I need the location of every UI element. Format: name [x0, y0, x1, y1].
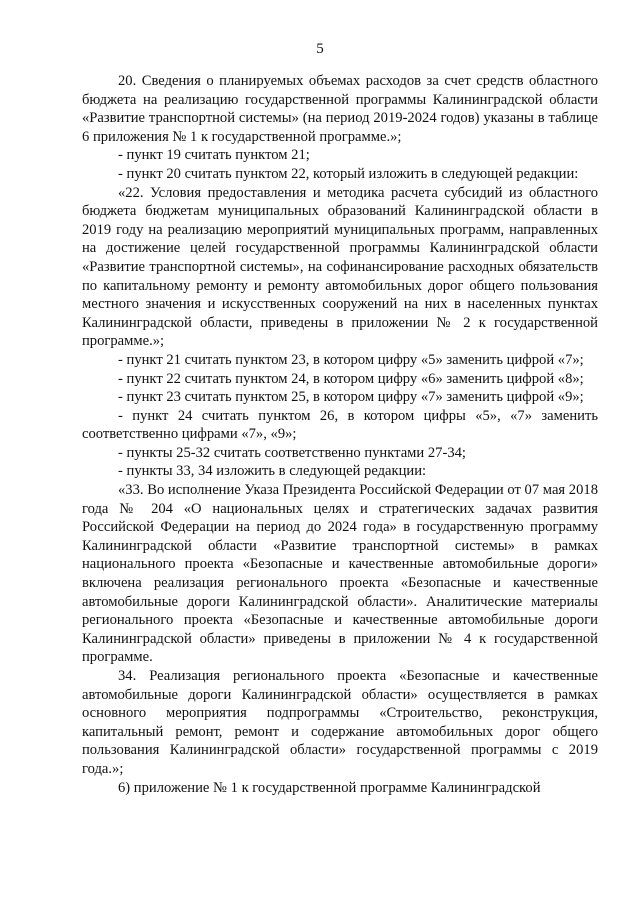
- list-item-point-22: - пункт 22 считать пунктом 24, в котором цифру «6» заменить цифрой «8»;: [118, 370, 584, 387]
- list-item-point-19: - пункт 19 считать пунктом 21;: [118, 147, 310, 164]
- list-item-points-33-34: - пункты 33, 34 изложить в следующей редакции:: [118, 463, 427, 480]
- list-item-point-23: - пункт 23 считать пунктом 25, в котором цифру «7» заменить цифрой «9»;: [118, 389, 584, 406]
- quoted-paragraph-22: «22. Условия предоставления и методика расчета субсидий из областного бюджета бюджетам муниципальных образований Калининградской области в 2019 году на реализацию мероприятий муниципальных программ, направленных на достижение целей государственной программы Калининградской области «Развитие транспортной системы», на софинансирование расходных обязательств по капитальному ремонту и ремонту автомобильных дорог общего пользования местного значения и искусственных сооружений на них в населенных пунктах Калининградской области, приведены в приложении № 2 к государственной программе.»;: [82, 184, 598, 350]
- quoted-paragraph-33: «33. Во исполнение Указа Президента Российской Федерации от 07 мая 2018 года № 204 «О национальных целях и стратегических задачах развития Российской Федерации на период до 2024 года» в государственную программу Калининградской области «Развитие транспортной системы» в рамках национального проекта «Безопасные и качественные автомобильные дороги» включена реализация регионального проекта «Безопасные и качественные автомобильные дороги Калининградской области». Аналитические материалы регионального проекта «Безопасные и качественные автомобильные дороги Калининградской области» приведены в приложении № 4 к государственной программе.: [82, 482, 598, 666]
- document-body: [82, 72, 598, 797]
- list-item-point-20: - пункт 20 считать пунктом 22, который изложить в следующей редакции:: [118, 165, 579, 182]
- list-item-point-24: - пункт 24 считать пунктом 26, в котором цифры «5», «7» заменить соответственно цифрами «7», «9»;: [82, 407, 598, 443]
- paragraph-item-6: 6) приложение № 1 к государственной программе Калининградской: [118, 779, 541, 796]
- list-item-point-21: - пункт 21 считать пунктом 23, в котором цифру «5» заменить цифрой «7»;: [118, 351, 584, 368]
- page-number: 5: [316, 41, 324, 57]
- paragraph-item-20: 20. Сведения о планируемых объемах расходов за счет средств областного бюджета на реализацию государственной программы Калининградской области «Развитие транспортной системы» (на период 2019-2024 годов) указаны в таблице 6 приложения № 1 к государственной программе.»;: [82, 73, 598, 145]
- list-item-points-25-32: - пункты 25-32 считать соответственно пунктами 27-34;: [118, 444, 466, 461]
- paragraph-item-34: 34. Реализация регионального проекта «Безопасные и качественные автомобильные дороги Калининградской области» осуществляется в рамках основного мероприятия подпрограммы «Строительство, реконструкция, капитальный ремонт, ремонт и содержание автомобильных дорог общего пользования Калининградской области» государственной программы с 2019 года.»;: [82, 668, 598, 777]
